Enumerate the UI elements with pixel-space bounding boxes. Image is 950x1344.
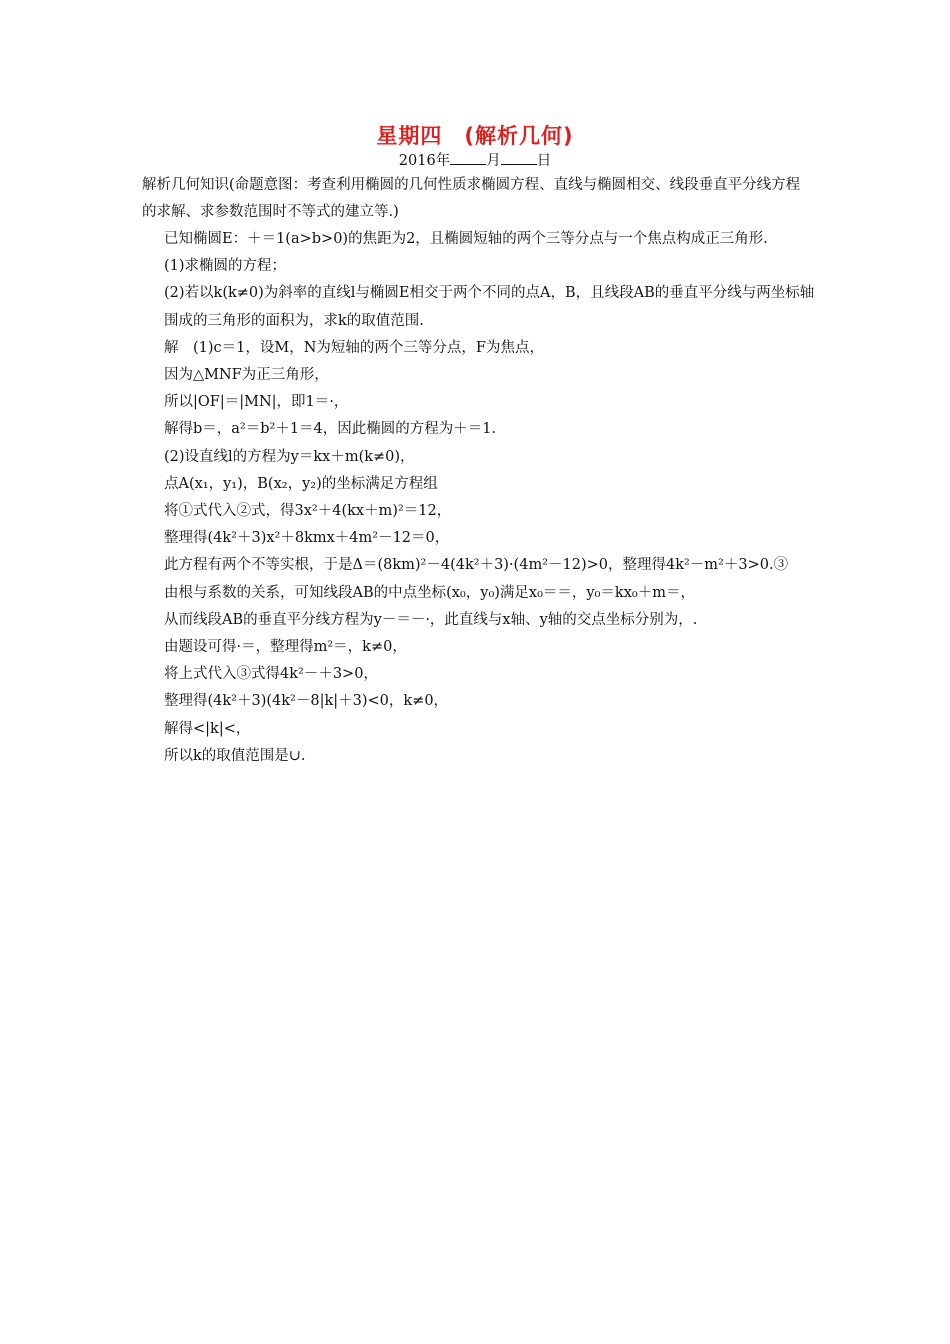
solution-line: 将上式代入③式得4k²－＋3>0， bbox=[164, 666, 378, 683]
solution-line: 整理得(4k²＋3)x²＋8kmx＋4m²－12＝0， bbox=[164, 530, 450, 547]
date-month: 月 bbox=[486, 153, 501, 169]
solution-conclusion: 所以k的取值范围是∪. bbox=[164, 747, 306, 764]
problem-statement: 已知椭圆E：＋＝1(a>b>0)的焦距为2，且椭圆短轴的两个三等分点与一个焦点构成正三角形. bbox=[164, 231, 768, 247]
solution-line: 此方程有两个不等实根，于是Δ＝(8km)²－4(4k²＋3)·(4m²－12)>0，整理得4k²－m²＋3>0.③ bbox=[164, 557, 789, 574]
day-blank bbox=[501, 152, 537, 165]
month-blank bbox=[450, 152, 486, 165]
date-day: 日 bbox=[536, 153, 552, 169]
topic-intro: 解析几何知识(命题意图：考查利用椭圆的几何性质求椭圆方程、直线与椭圆相交、线段垂直平分线方程的求解、求参数范围时不等式的建立等.) bbox=[142, 177, 801, 220]
solution-line: 由题设可得·＝，整理得m²＝，k≠0， bbox=[164, 639, 407, 656]
question-1: (1)求椭圆的方程； bbox=[164, 258, 287, 275]
date-line bbox=[0, 149, 950, 170]
solution-line: 由根与系数的关系，可知线段AB的中点坐标(x₀，y₀)满足x₀＝＝，y₀＝kx₀＋m＝， bbox=[164, 584, 695, 601]
solution-line: (2)设直线l的方程为y＝kx＋m(k≠0)， bbox=[164, 448, 415, 465]
solution-line: 整理得(4k²＋3)(4k²－8|k|＋3)<0，k≠0， bbox=[164, 693, 449, 710]
solution-line: 点A(x₁，y₁)，B(x₂，y₂)的坐标满足方程组 bbox=[164, 475, 438, 492]
solution-line: 解得b＝，a²＝b²＋1＝4，因此椭圆的方程为＋＝1. bbox=[164, 421, 497, 438]
solution-line: 解 (1)c＝1，设M，N为短轴的两个三等分点，F为焦点， bbox=[164, 339, 544, 356]
solution-line: 所以|OF|＝|MN|，即1＝·， bbox=[164, 394, 349, 411]
solution-line: 将①式代入②式，得3x²＋4(kx＋m)²＝12， bbox=[164, 503, 452, 520]
date-year: 2016年 bbox=[398, 153, 451, 169]
solution-line: 解得<|k|<， bbox=[164, 720, 251, 737]
page-title: 星期四 (解析几何) bbox=[376, 124, 574, 148]
question-2: (2)若以k(k≠0)为斜率的直线l与椭圆E相交于两个不同的点A，B，且线段AB的垂直平分线与两坐标轴围成的三角形的面积为，求k的取值范围. bbox=[164, 285, 815, 329]
solution-line: 从而线段AB的垂直平分线方程为y－＝－·，此直线与x轴、y轴的交点坐标分别为，. bbox=[164, 611, 698, 628]
solution-line: 因为△MNF为正三角形， bbox=[164, 367, 329, 384]
problem-body bbox=[164, 226, 816, 770]
